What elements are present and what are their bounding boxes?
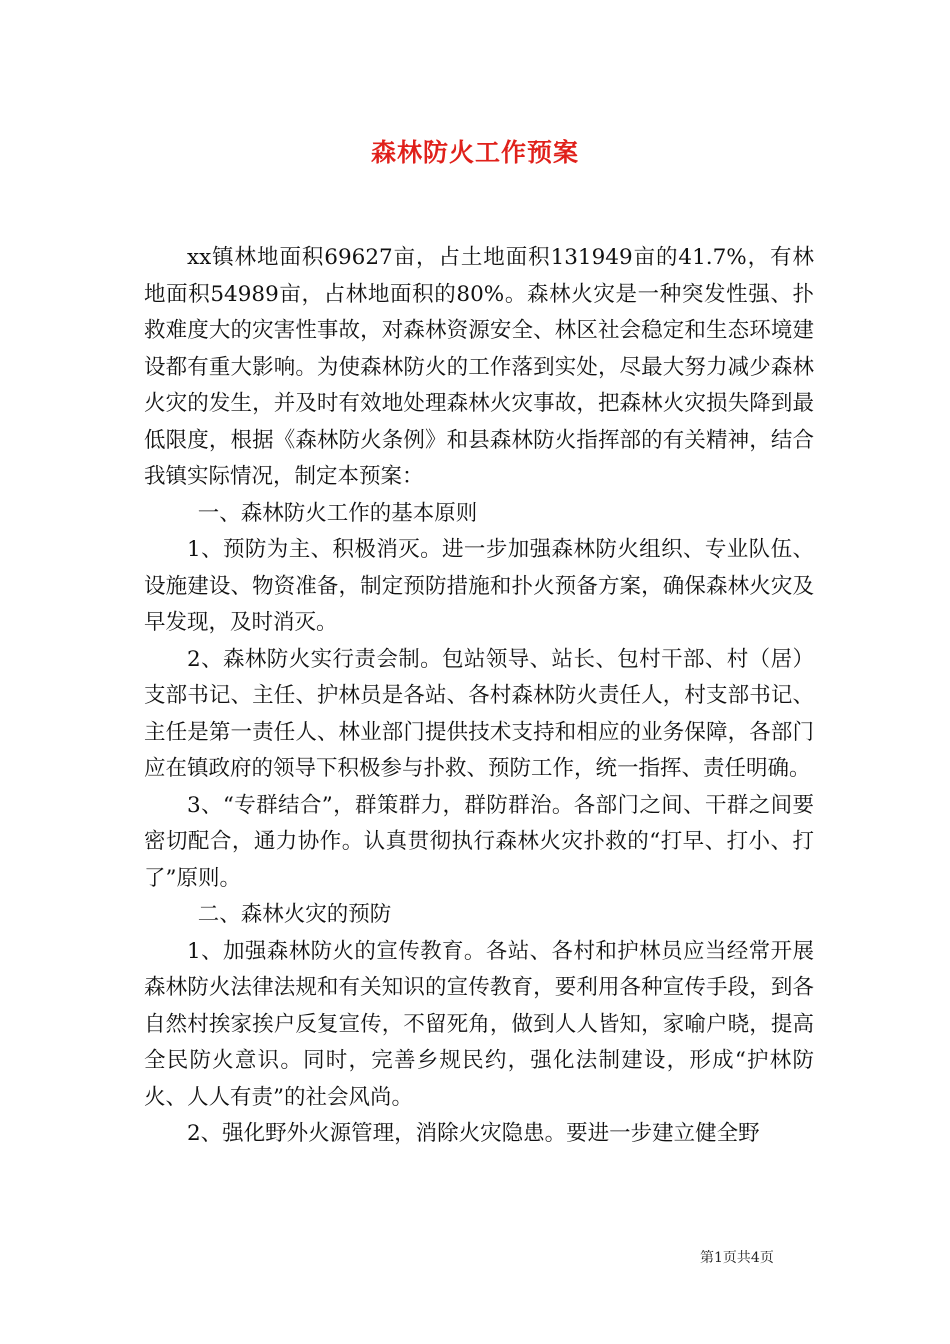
section-heading: 一、森林防火工作的基本原则 bbox=[197, 500, 478, 526]
paragraph: 1、预防为主、积极消灭。进一步加强森林防火组织、专业队伍、设施建设、物资准备，制定预防措施和扑火预备方案，确保森林火灾及早发现，及时消灭。 bbox=[144, 537, 814, 635]
document-body bbox=[144, 240, 814, 1153]
page-number: 第1页共4页 bbox=[700, 1250, 774, 1266]
paragraph: 2、强化野外火源管理，消除火灾隐患。要进一步建立健全野 bbox=[187, 1121, 760, 1146]
document-title: 森林防火工作预案 bbox=[370, 138, 579, 167]
paragraph: 2、森林防火实行责会制。包站领导、站长、包村干部、村（居）支部书记、主任、护林员是各站、各村森林防火责任人，村支部书记、主任是第一责任人、林业部门提供技术支持和相应的业务保障，各部门应在镇政府的领导下积极参与扑救、预防工作，统一指挥、责任明确。 bbox=[144, 646, 814, 781]
paragraph: 3、“专群结合”，群策群力，群防群治。各部门之间、干群之间要密切配合，通力协作。认真贯彻执行森林火灾扑救的“打早、打小、打了”原则。 bbox=[144, 792, 814, 891]
section-heading: 二、森林火灾的预防 bbox=[197, 902, 392, 927]
paragraph: 1、加强森林防火的宣传教育。各站、各村和护林员应当经常开展森林防火法律法规和有关知识的宣传教育，要利用各种宣传手段，到各自然村挨家挨户反复宣传，不留死角，做到人人皆知，家喻户晓，提高全民防火意识。同时，完善乡规民约，强化法制建设，形成“护林防火、人人有责”的社会风尚。 bbox=[144, 938, 814, 1110]
paragraph-intro: xx镇林地面积69627亩，占土地面积131949亩的41.7%，有林地面积54989亩，占林地面积的80%。森林火灾是一种突发性强、扑救难度大的灾害性事故，对森林资源安全、林区社会稳定和生态环境建设都有重大影响。为使森林防火的工作落到实处，尽最大努力减少森林火灾的发生，并及时有效地处理森林火灾事故，把森林火灾损失降到最低限度，根据《森林防火条例》和县森林防火指挥部的有关精神，结合我镇实际情况，制定本预案： bbox=[144, 245, 814, 489]
